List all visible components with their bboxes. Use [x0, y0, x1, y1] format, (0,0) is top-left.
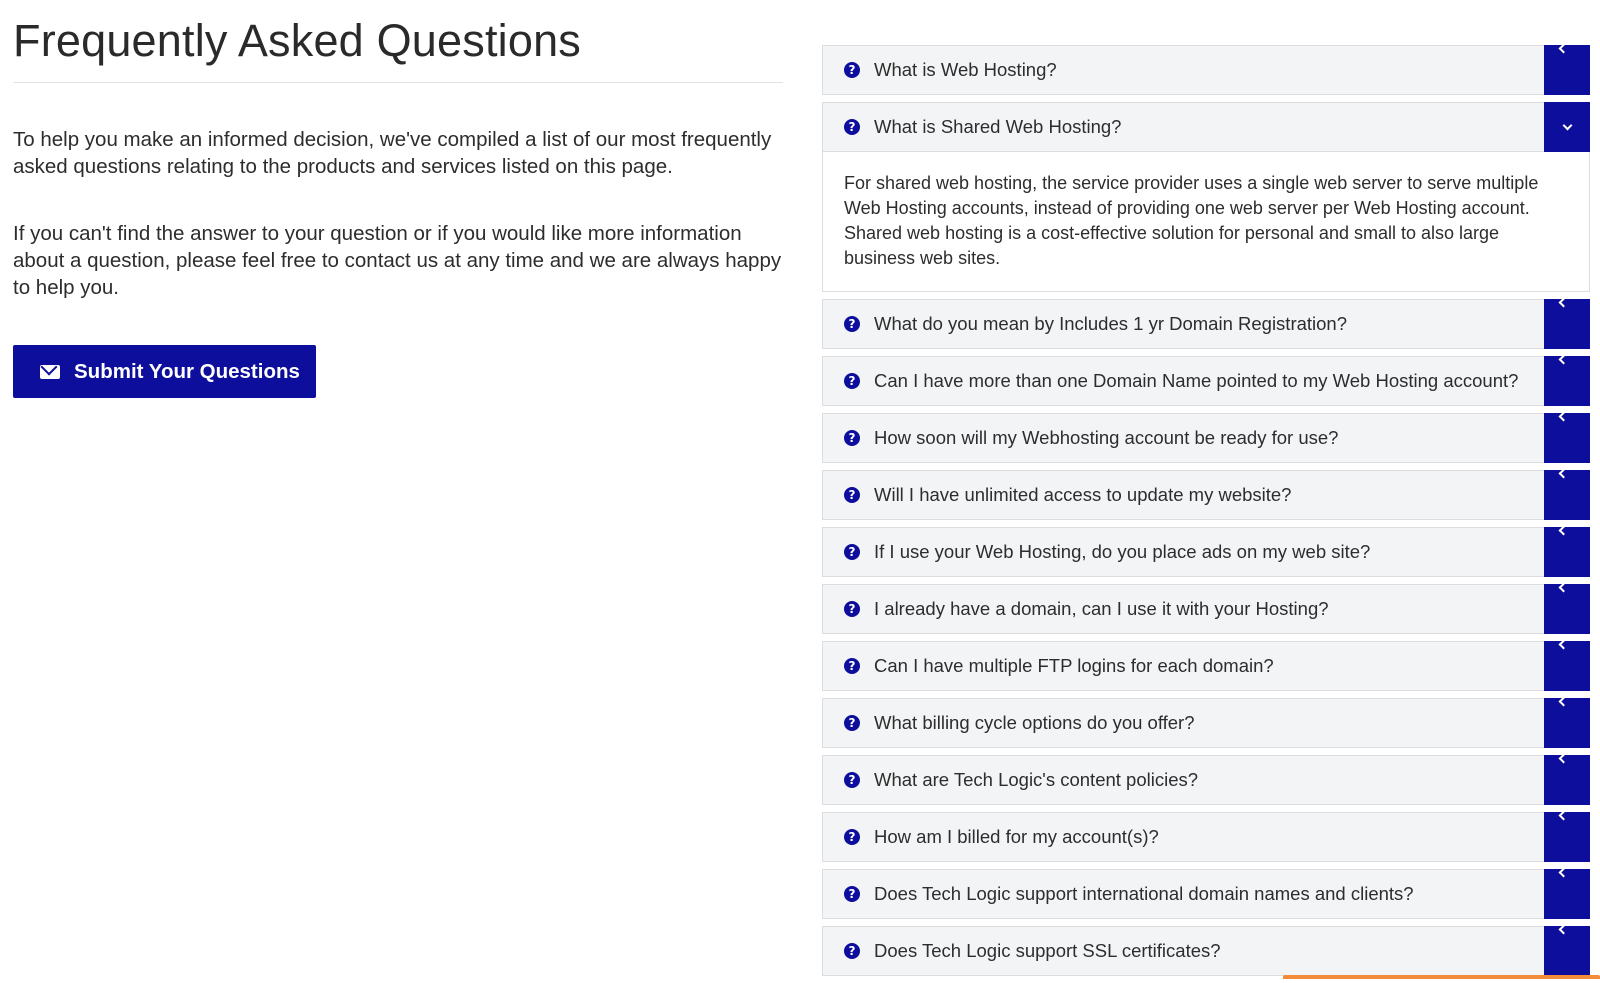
faq-question-text: Does Tech Logic support SSL certificates?	[874, 940, 1221, 961]
contact-paragraph: If you can't find the answer to your question or if you would like more information about a question, please feel free to contact us at any time and we are always happy to help you.	[13, 222, 782, 299]
faq-question-text: What are Tech Logic's content policies?	[874, 769, 1199, 790]
faq-question-text: How soon will my Webhosting account be ready for use?	[874, 427, 1339, 448]
chevron-left-icon	[1559, 526, 1569, 536]
faq-accordion	[822, 45, 1590, 983]
question-circle-icon: ?	[844, 119, 860, 135]
chevron-left-icon	[1559, 868, 1569, 878]
chevron-left-icon	[1559, 355, 1569, 365]
expand-toggle-button[interactable]	[1544, 299, 1590, 349]
expand-toggle-button[interactable]	[1544, 755, 1590, 805]
chevron-left-icon	[1559, 754, 1569, 764]
question-circle-icon: ?	[844, 715, 860, 731]
faq-question-header[interactable]	[823, 585, 1589, 633]
faq-question-text: Does Tech Logic support international domain names and clients?	[874, 883, 1414, 904]
faq-question-text: What is Web Hosting?	[874, 59, 1057, 80]
faq-question-header[interactable]	[823, 528, 1589, 576]
faq-question-text: Can I have more than one Domain Name pointed to my Web Hosting account?	[874, 370, 1519, 391]
chevron-down-icon	[1562, 120, 1572, 130]
faq-item	[822, 356, 1590, 406]
faq-item	[822, 470, 1590, 520]
expand-toggle-button[interactable]	[1544, 641, 1590, 691]
expand-toggle-button[interactable]	[1544, 812, 1590, 862]
chevron-left-icon	[1559, 469, 1569, 479]
expand-toggle-button[interactable]	[1544, 869, 1590, 919]
faq-question-text: How am I billed for my account(s)?	[874, 826, 1159, 847]
submit-questions-label: Submit Your Questions	[74, 359, 300, 383]
faq-item	[822, 698, 1590, 748]
bottom-accent-bar	[1283, 975, 1600, 979]
expand-toggle-button[interactable]	[1544, 698, 1590, 748]
faq-item	[822, 641, 1590, 691]
question-circle-icon: ?	[844, 544, 860, 560]
chevron-left-icon	[1559, 583, 1569, 593]
question-circle-icon: ?	[844, 829, 860, 845]
expand-toggle-button[interactable]	[1544, 527, 1590, 577]
collapse-toggle-button[interactable]	[1544, 102, 1590, 152]
question-circle-icon: ?	[844, 373, 860, 389]
expand-toggle-button[interactable]	[1544, 470, 1590, 520]
title-divider	[13, 82, 783, 83]
expand-toggle-button[interactable]	[1544, 45, 1590, 95]
expand-toggle-button[interactable]	[1544, 413, 1590, 463]
faq-question-text: Will I have unlimited access to update my website?	[874, 484, 1292, 505]
faq-item	[822, 299, 1590, 349]
faq-answer: For shared web hosting, the service provider uses a single web server to serve multiple Web Hosting accounts, instead of providing one web server per Web Hosting account. Shared web hosting is a cost-effective solution for personal and small to also large business web sites.	[823, 151, 1589, 291]
intro-paragraph: To help you make an informed decision, we've compiled a list of our most frequently asked questions relating to the products and services listed on this page.	[13, 128, 772, 178]
faq-intro-panel	[13, 0, 783, 383]
page-title: Frequently Asked Questions	[13, 15, 582, 66]
submit-questions-button[interactable]	[13, 345, 316, 398]
chevron-left-icon	[1559, 640, 1569, 650]
faq-question-text: Can I have multiple FTP logins for each domain?	[874, 655, 1274, 676]
faq-question-header[interactable]	[823, 813, 1589, 861]
faq-question-header[interactable]	[823, 699, 1589, 747]
faq-item	[822, 755, 1590, 805]
faq-item	[822, 869, 1590, 919]
faq-item	[822, 102, 1590, 292]
chevron-left-icon	[1559, 298, 1569, 308]
faq-question-header[interactable]	[823, 300, 1589, 348]
faq-question-header[interactable]	[823, 642, 1589, 690]
expand-toggle-button[interactable]	[1544, 926, 1590, 976]
chevron-left-icon	[1559, 811, 1569, 821]
question-circle-icon: ?	[844, 772, 860, 788]
question-circle-icon: ?	[844, 658, 860, 674]
faq-item	[822, 45, 1590, 95]
question-circle-icon: ?	[844, 487, 860, 503]
faq-question-header[interactable]	[823, 414, 1589, 462]
expand-toggle-button[interactable]	[1544, 584, 1590, 634]
faq-item	[822, 413, 1590, 463]
envelope-icon	[40, 365, 60, 379]
chevron-left-icon	[1559, 44, 1569, 54]
question-circle-icon: ?	[844, 943, 860, 959]
expand-toggle-button[interactable]	[1544, 356, 1590, 406]
faq-item	[822, 812, 1590, 862]
question-circle-icon: ?	[844, 62, 860, 78]
faq-item	[822, 584, 1590, 634]
faq-question-header[interactable]	[823, 46, 1589, 94]
question-circle-icon: ?	[844, 886, 860, 902]
faq-question-text: What billing cycle options do you offer?	[874, 712, 1195, 733]
question-circle-icon: ?	[844, 601, 860, 617]
faq-question-header[interactable]	[823, 927, 1589, 975]
faq-question-header[interactable]	[823, 756, 1589, 804]
faq-item	[822, 527, 1590, 577]
faq-item	[822, 926, 1590, 976]
question-circle-icon: ?	[844, 316, 860, 332]
faq-question-header[interactable]	[823, 357, 1589, 405]
faq-question-text: I already have a domain, can I use it with your Hosting?	[874, 598, 1329, 619]
faq-question-header[interactable]	[823, 471, 1589, 519]
faq-question-header[interactable]	[823, 870, 1589, 918]
faq-question-header[interactable]	[823, 103, 1589, 151]
chevron-left-icon	[1559, 412, 1569, 422]
question-circle-icon: ?	[844, 430, 860, 446]
faq-question-text: If I use your Web Hosting, do you place ads on my web site?	[874, 541, 1371, 562]
faq-question-text: What is Shared Web Hosting?	[874, 116, 1122, 137]
chevron-left-icon	[1559, 925, 1569, 935]
chevron-left-icon	[1559, 697, 1569, 707]
faq-question-text: What do you mean by Includes 1 yr Domain Registration?	[874, 313, 1348, 334]
